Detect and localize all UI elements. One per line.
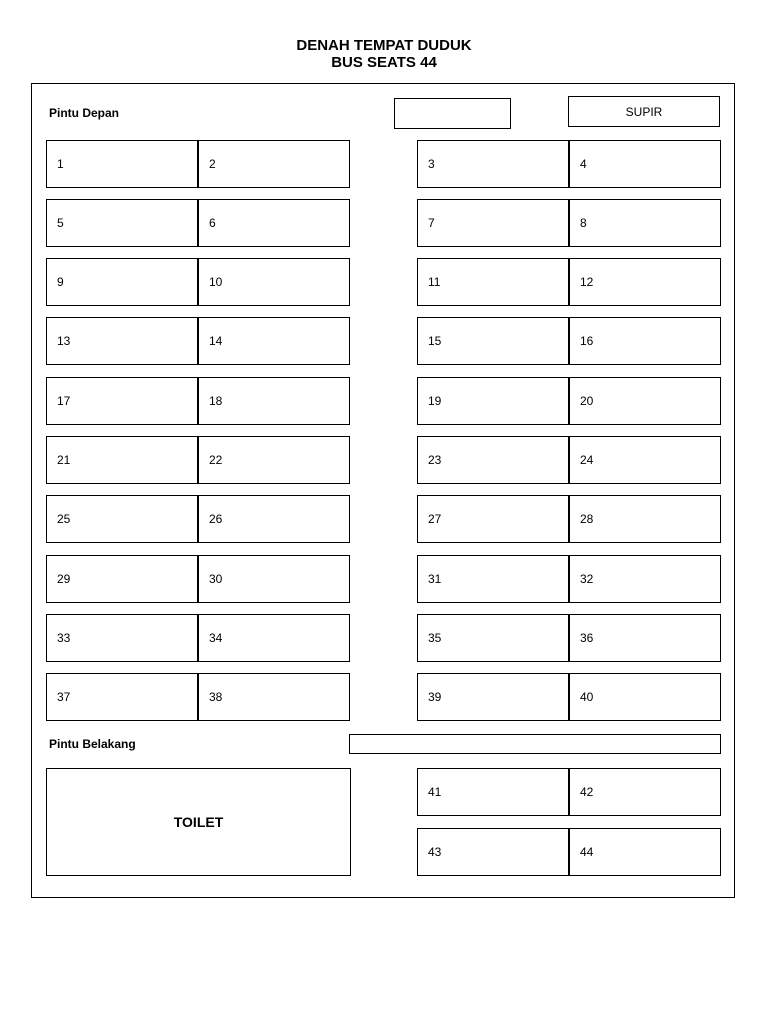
title-line-2: BUS SEATS 44 — [331, 54, 437, 71]
seat: 11 — [417, 258, 569, 306]
seat: 40 — [569, 673, 721, 721]
seat: 4 — [569, 140, 721, 188]
driver-box: SUPIR — [568, 96, 720, 127]
seat: 36 — [569, 614, 721, 662]
seat: 26 — [198, 495, 350, 543]
seat: 31 — [417, 555, 569, 603]
seat: 30 — [198, 555, 350, 603]
seat: 23 — [417, 436, 569, 484]
seat: 10 — [198, 258, 350, 306]
seat: 28 — [569, 495, 721, 543]
seat: 2 — [198, 140, 350, 188]
seat: 18 — [198, 377, 350, 425]
seat: 12 — [569, 258, 721, 306]
seat: 38 — [198, 673, 350, 721]
seat: 33 — [46, 614, 198, 662]
seat: 34 — [198, 614, 350, 662]
seat: 22 — [198, 436, 350, 484]
seat: 35 — [417, 614, 569, 662]
seat: 29 — [46, 555, 198, 603]
seat: 7 — [417, 199, 569, 247]
seat: 13 — [46, 317, 198, 365]
blank-box — [394, 98, 511, 129]
seat: 19 — [417, 377, 569, 425]
seat: 1 — [46, 140, 198, 188]
seat: 41 — [417, 768, 569, 816]
seat: 6 — [198, 199, 350, 247]
seat: 44 — [569, 828, 721, 876]
seat: 8 — [569, 199, 721, 247]
seat: 39 — [417, 673, 569, 721]
rear-door-label: Pintu Belakang — [49, 737, 136, 751]
seat: 43 — [417, 828, 569, 876]
title-line-1: DENAH TEMPAT DUDUK — [296, 37, 472, 54]
front-door-label: Pintu Depan — [49, 106, 120, 120]
seat: 32 — [569, 555, 721, 603]
seat: 24 — [569, 436, 721, 484]
seat: 25 — [46, 495, 198, 543]
seat: 5 — [46, 199, 198, 247]
seat: 9 — [46, 258, 198, 306]
seat: 27 — [417, 495, 569, 543]
seat: 3 — [417, 140, 569, 188]
seat: 20 — [569, 377, 721, 425]
seat: 37 — [46, 673, 198, 721]
toilet: TOILET — [46, 768, 351, 876]
rear-door-bar — [349, 734, 721, 754]
seat: 42 — [569, 768, 721, 816]
seat: 14 — [198, 317, 350, 365]
seat: 15 — [417, 317, 569, 365]
seat: 21 — [46, 436, 198, 484]
seat: 16 — [569, 317, 721, 365]
seat: 17 — [46, 377, 198, 425]
